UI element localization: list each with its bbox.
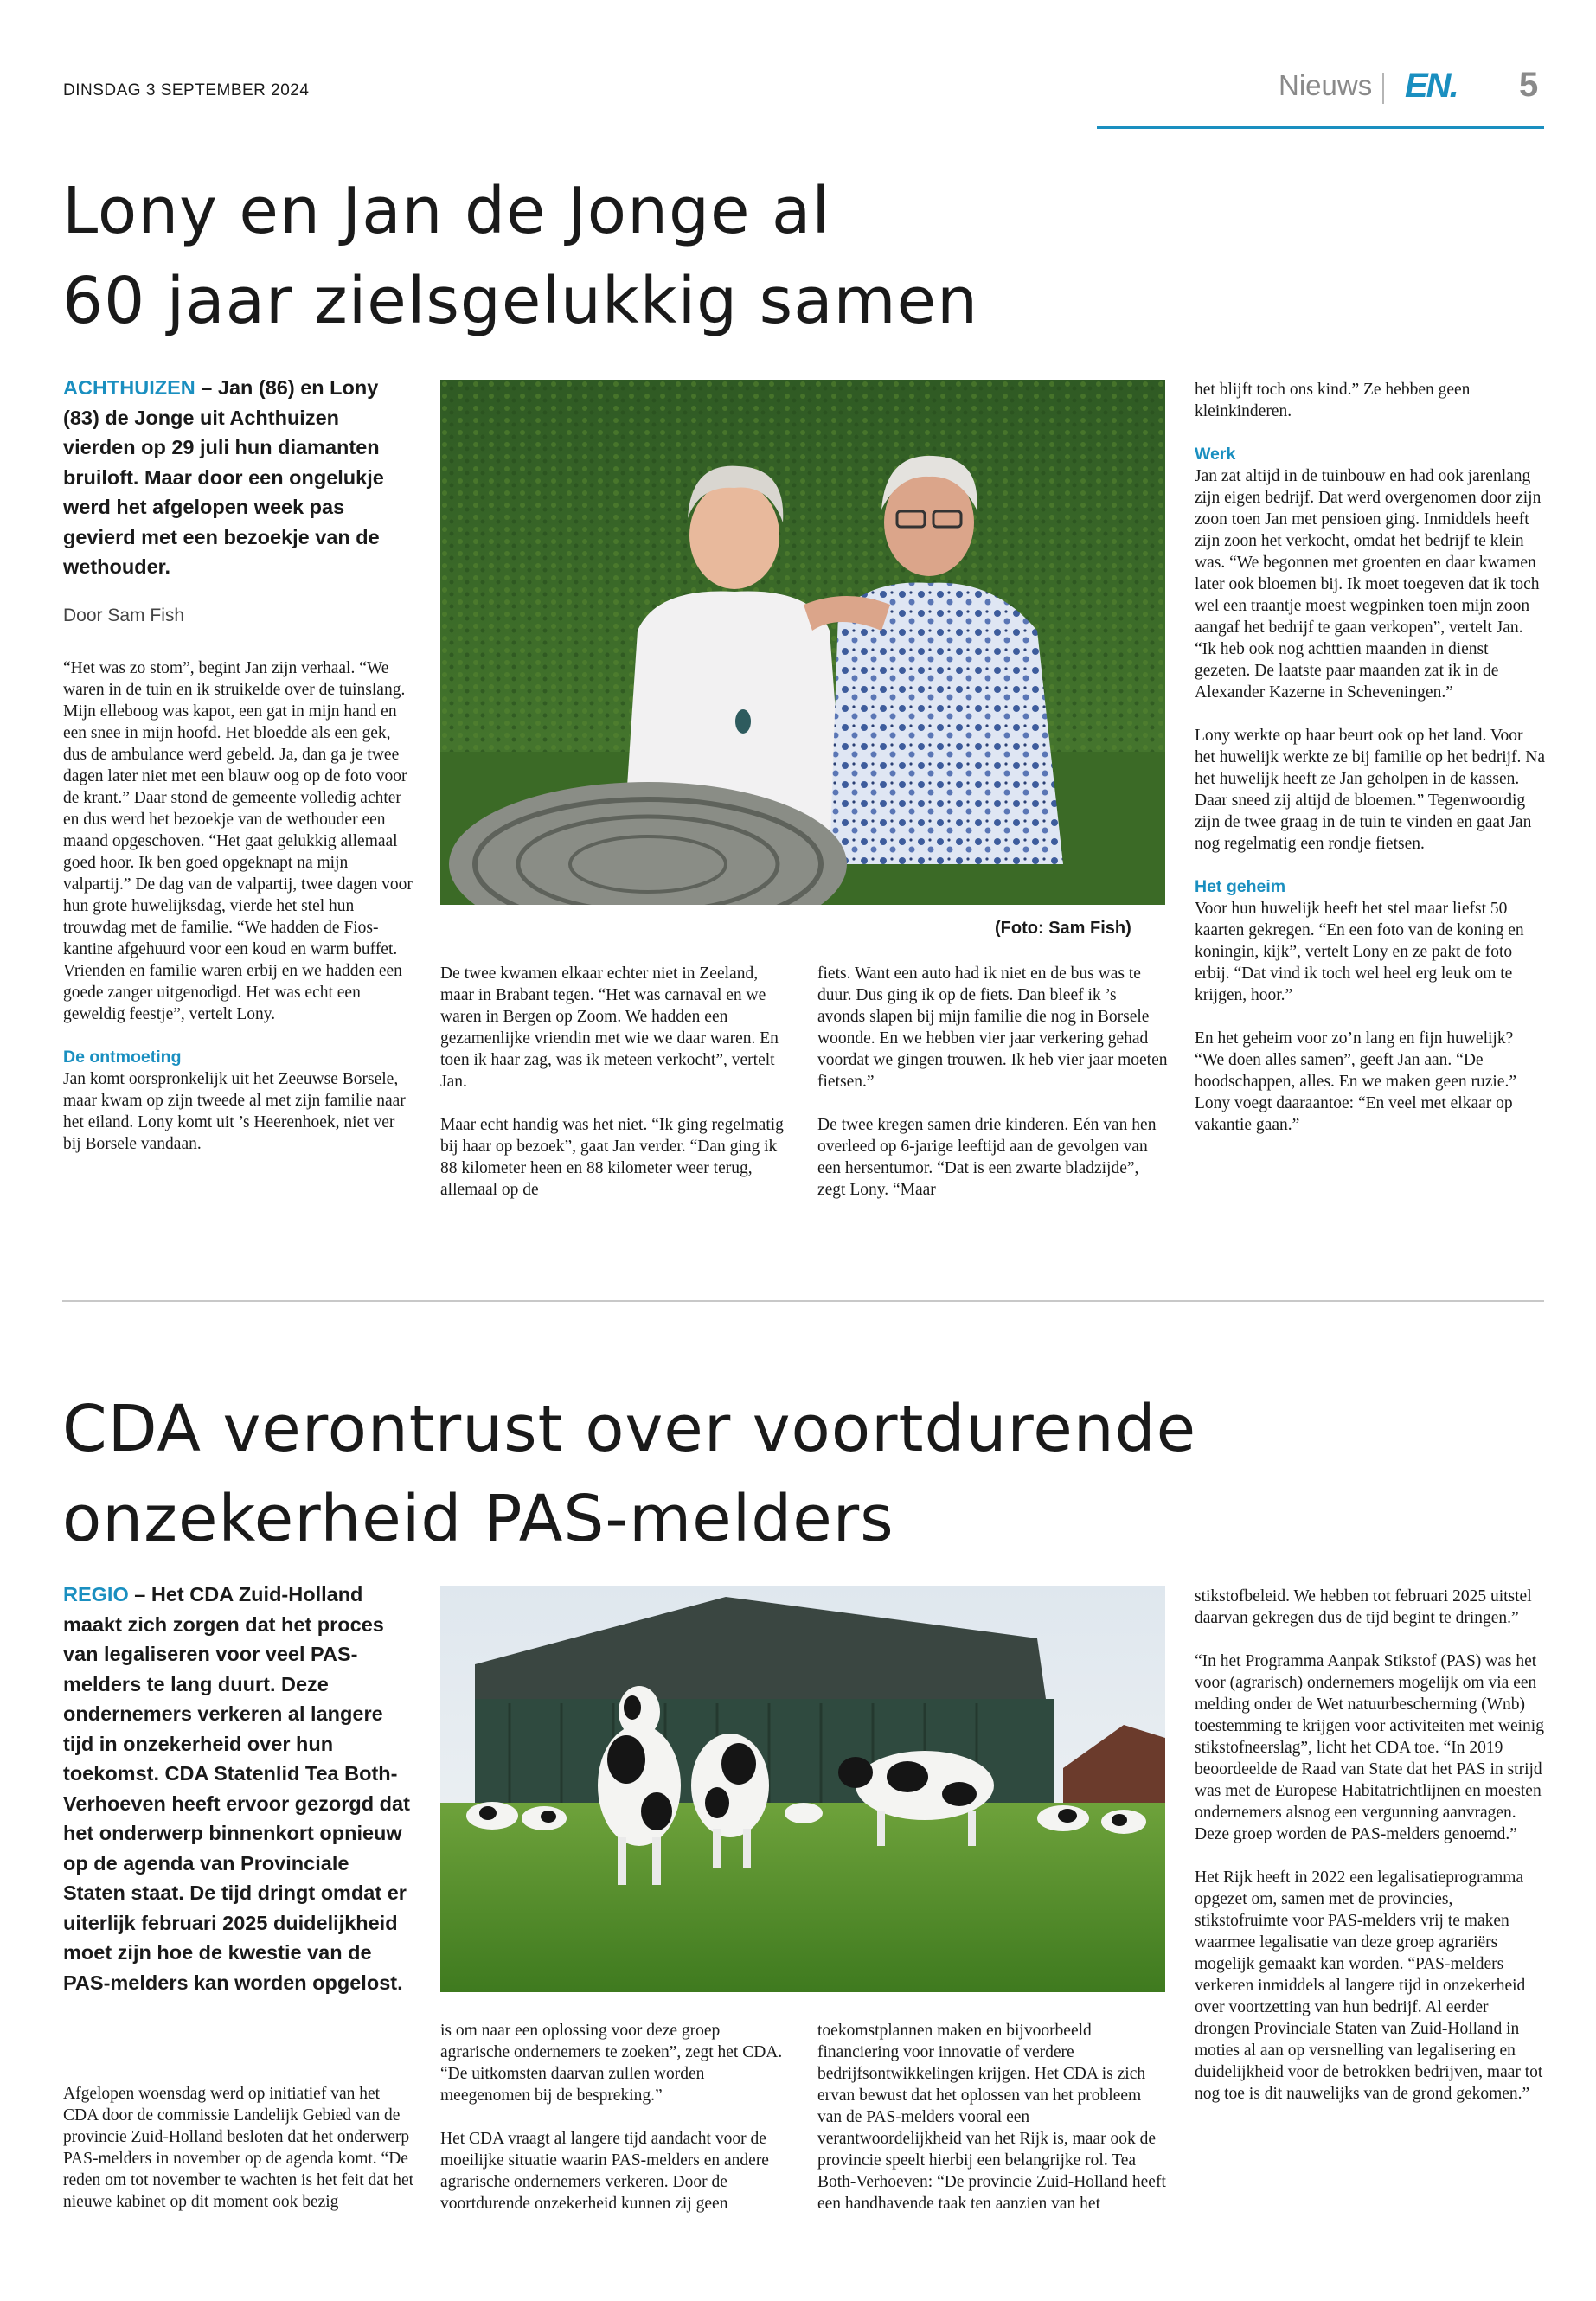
article2-column-2 xyxy=(440,2020,791,2214)
article1-lead xyxy=(63,373,416,582)
article1-paragraph: De twee kregen samen drie kinderen. Eén van hen overleed op 6-jarige leeftijd aan de gevolgen van een hersentumor. “Dat is een zwarte bladzijde”, zegt Lony. “Maar xyxy=(817,1116,1157,1199)
article1-paragraph: “Het was zo stom”, begint Jan zijn verhaal. “We waren in de tuin en ik struikelde over de tuinslang. Mijn elleboog was kapot, een gat in mijn hand en een snee in mijn hoofd. Het bloedde als een gek, dus de ambulance werd gebeld. Ja, dan ga je twee dagen later niet met een blauw oog op de foto voor de krant.” Daar stond de gemeente volledig achter en dus werd het bezoekje van de wethouder een maand opgeschoven. “Het gaat gelukkig allemaal goed hoor. Ik ben goed opgeknapt na mijn valpartij.” De dag van de valpartij, twee dagen voor hun grote huwelijksdag, vierde het stel hun trouwdag met de familie. “We hadden de Fios-kantine afgehuurd voor een koud en warm buffet. Vrienden en familie waren erbij en we hadden een goede zanger uitgenodigd. Het was echt een geweldig feestje”, vertelt Lony. xyxy=(63,659,413,1023)
article2-paragraph: “In het Programma Aanpak Stikstof (PAS) was het voor (agrarisch) ondernemers mogelijk om via een melding onder de Wet natuurbescherming (Wnb) toestemming te krijgen voor activiteiten met weinig stikstofneerslag”, licht het CDA toe. “In 2019 beoordeelde de Raad van State dat het PAS in strijd was met de Europese Habitatrichtlijnen en moesten ondernemers alsnog een vergunning aanvragen. Deze groep worden de PAS-melders genoemd.” xyxy=(1195,1652,1544,1843)
article2-headline xyxy=(62,1384,1446,1564)
article1-paragraph: Maar echt handig was het niet. “Ik ging regelmatig bij haar op bezoek”, gaat Jan verder. “Dan ging ik 88 kilometer heen en 88 kilometer weer terug, allemaal op de xyxy=(440,1116,784,1199)
article1-paragraph: Lony werkte op haar beurt ook op het land. Voor het huwelijk werkte ze bij familie op het bedrijf. Na het huwelijk heeft ze Jan geholpen in de kassen. Daar sneed zij altijd de bloemen.” Tegenwoordig zijn de twee graag in de tuin te vinden en gaat Jan nog regelmatig een rondje fietsen. xyxy=(1195,727,1546,853)
article2-column-3 xyxy=(817,2020,1168,2214)
article1-column-2 xyxy=(440,963,791,1201)
article2-paragraph: toekomstplannen maken en bijvoorbeeld financiering voor innovatie of verdere bedrijfsontwikkelingen krijgen. Het CDA is zich ervan bewust dat het oplossen van het probleem van de PAS-melders vooral een verantwoordelijkheid van het Rijk is, maar ook de provincie speelt hierbij een belangrijke rol. Tea Both-Verhoeven: “De provincie Zuid-Holland heeft een handhavende taak ten aanzien van het xyxy=(817,2022,1166,2213)
article2-paragraph: is om naar een oplossing voor deze groep agrarische ondernemers te zoeken”, zegt het CDA. “De uitkomsten daarvan zullen worden meegenomen bij de bespreking.” xyxy=(440,2022,783,2105)
article1-column-3 xyxy=(817,963,1168,1201)
article2-paragraph: Het CDA vraagt al langere tijd aandacht voor de moeilijke situatie waarin PAS-melders en andere agrarische ondernemers verkeren. Door de voortdurende onzekerheid kunnen zij geen xyxy=(440,2130,769,2213)
article1-column-4 xyxy=(1195,379,1546,1136)
header-rule xyxy=(1097,126,1544,129)
article2-lead xyxy=(63,1580,416,1997)
article1-lead-text: – Jan (86) en Lony (83) de Jonge uit Achthuizen vierden op 29 juli hun diamanten bruiloft. Maar door een ongelukje werd het afgelopen week pas gevierd met een bezoekje van de wethouder. xyxy=(63,376,384,578)
article1-paragraph: fiets. Want een auto had ik niet en de bus was te duur. Dus ging ik op de fiets. Dan bleef ik ’s avonds slapen bij mijn familie die nog in Borsele woonde. En we hebben vier jaar verkering gehad voordat we gingen trouwen. Ik heb vier jaar moeten fietsen.” xyxy=(817,965,1168,1091)
article-divider xyxy=(62,1300,1544,1302)
article2-headline-line2: onzekerheid PAS-melders xyxy=(62,1482,894,1556)
article1-subheading-werk: Werk xyxy=(1195,445,1236,464)
couple-photo xyxy=(440,380,1165,905)
header-divider xyxy=(1382,73,1384,104)
article1-headline-line1: Lony en Jan de Jonge al xyxy=(62,174,830,248)
article1-byline: Door Sam Fish xyxy=(63,606,185,625)
article1-subheading-geheim: Het geheim xyxy=(1195,877,1286,896)
article2-column-4 xyxy=(1195,1586,1546,2105)
article1-paragraph: En het geheim voor zo’n lang en fijn huwelijk? “We doen alles samen”, geeft Jan aan. “De boodschappen, alles. En we maken geen ruzie.” Lony voegt daaraantoe: “En veel met elkaar op vakantie gaan.” xyxy=(1195,1029,1516,1134)
article1-paragraph: Jan zat altijd in de tuinbouw en had ook jarenlang zijn eigen bedrijf. Dat werd overgenomen door zijn zoon toen Jan met pensioen ging. Inmiddels heeft zijn zoon het verkocht, omdat het bedrijf te klein was. “We begonnen met groenten en daar kwamen later ook bloemen bij. Ik moet toegeven dat ik toch wel een traantje moest wegpinken toen mijn zoon aangaf het bedrijf te gaan verkopen”, vertelt Jan. “Ik heb ook nog achttien maanden in dienst gezeten. De laatste paar maanden zat ik in de Alexander Kazerne in Scheveningen.” xyxy=(1195,467,1542,702)
issue-date: DINSDAG 3 SEPTEMBER 2024 xyxy=(63,81,310,99)
article1-subheading-ontmoeting: De ontmoeting xyxy=(63,1048,182,1067)
cows-photo-illustration xyxy=(440,1586,1165,1992)
article2-paragraph: Afgelopen woensdag werd op initiatief van het CDA door de commissie Landelijk Gebied van de provincie Zuid-Holland besloten dat het onderwerp PAS-melders in november op de agenda komt. “De reden om tot november te wachten is het feit dat het nieuwe kabinet op dit moment ook bezig xyxy=(63,2085,414,2211)
article1-paragraph: Voor hun huwelijk heeft het stel maar liefst 50 kaarten gekregen. “En een foto van de koning en koningin, kijk”, vertelt Lony en ze pakt de foto erbij. “Dat vind ik toch wel heel erg leuk om te krijgen, hoor.” xyxy=(1195,900,1524,1004)
cows-photo xyxy=(440,1586,1165,1992)
couple-photo-illustration xyxy=(440,380,1165,905)
article2-dateline: REGIO xyxy=(63,1583,129,1606)
article2-lead-text: – Het CDA Zuid-Holland maakt zich zorgen dat het proces van legaliseren voor veel PAS-melders te lang duurt. Deze ondernemers verkeren al langere tijd in onzekerheid over hun toekomst. CDA Statenlid Tea Both-Verhoeven heeft ervoor gezorgd dat het onderwerp binnenkort opnieuw op de agenda van Provinciale Staten staat. De tijd dringt omdat er uiterlijk februari 2025 duidelijkheid moet zijn hoe de kwestie van de PAS-melders kan worden opgelost. xyxy=(63,1583,410,1994)
page-number: 5 xyxy=(1519,66,1539,104)
article2-paragraph: stikstofbeleid. We hebben tot februari 2025 uitstel daarvan gekregen dus de tijd begint te dringen.” xyxy=(1195,1587,1532,1627)
article1-column-1 xyxy=(63,657,414,1155)
article1-paragraph: het blijft toch ons kind.” Ze hebben geen kleinkinderen. xyxy=(1195,381,1471,420)
article2-paragraph: Het Rijk heeft in 2022 een legalisatieprogramma opgezet om, samen met de provincies, stikstofruimte voor PAS-melders vrij te maken waarmee legalisatie van deze groep agrariërs mogelijk gemaakt kan worden. “PAS-melders verkeren inmiddels al langere tijd in onzekerheid over voortzetting van hun bedrijf. Al eerder drongen Provinciale Staten van Zuid-Holland in moties al aan op versnelling van legalisering en duidelijkheid voor de betrokken bedrijven, maar tot nog toe is dit nauwelijks van de grond gekomen.” xyxy=(1195,1868,1543,2103)
couple-photo-caption: (Foto: Sam Fish) xyxy=(995,919,1131,938)
article1-headline-line2: 60 jaar zielsgelukkig samen xyxy=(62,264,979,338)
newspaper-logo: EN. xyxy=(1405,67,1458,105)
article2-column-1 xyxy=(63,2083,414,2213)
article1-dateline: ACHTHUIZEN xyxy=(63,376,195,399)
article1-paragraph: De twee kwamen elkaar echter niet in Zeeland, maar in Brabant tegen. “Het was carnaval en we waren in Bergen op Zoom. We hadden een gezamenlijke vriendin met wie we daar waren. En toen ik haar zag, was ik meteen verkocht”, vertelt Jan. xyxy=(440,965,779,1091)
article1-paragraph: Jan komt oorspronkelijk uit het Zeeuwse Borsele, maar kwam op zijn tweede al met zijn familie naar het eiland. Lony komt uit ’s Heerenhoek, niet ver bij Borsele vandaan. xyxy=(63,1070,406,1153)
section-label: Nieuws xyxy=(1279,69,1373,101)
article2-headline-line1: CDA verontrust over voortdurende xyxy=(62,1392,1197,1466)
article1-headline xyxy=(62,166,1273,346)
